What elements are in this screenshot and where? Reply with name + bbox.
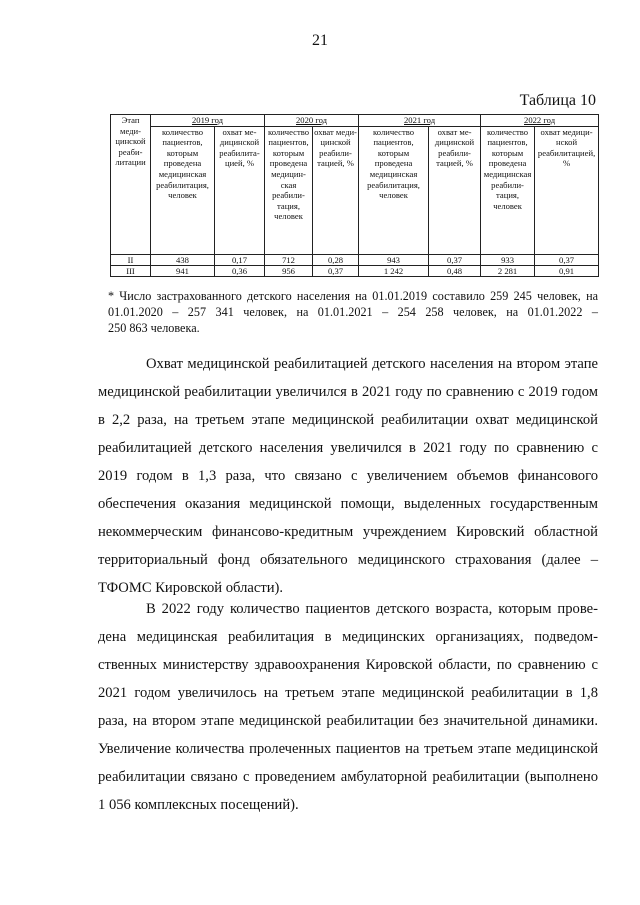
stage-cell: III [111, 265, 151, 276]
body-paragraph [98, 595, 598, 819]
table-cell: 712 [265, 254, 313, 265]
table-cell: 0,28 [313, 254, 359, 265]
table-header-years [111, 115, 599, 127]
table-cell: 0,36 [215, 265, 265, 276]
year-header: 2019 год [151, 115, 265, 127]
column-header: охват медицинской реабилитацией, % [215, 126, 265, 254]
table-cell: 0,37 [313, 265, 359, 276]
rehab-table [110, 114, 599, 277]
footnote-line: на 01.01.2020 – 257 341 человек, на 01.01.2021 – 254 258 человек, на 01.01.2022 – [108, 289, 599, 319]
column-header: охват медицинской реабилитацией, % [429, 126, 481, 254]
page-number: 21 [312, 32, 328, 49]
footnote-line: 250 863 человека. [108, 321, 200, 335]
table-cell: 2 281 [481, 265, 535, 276]
table-cell: 0,91 [535, 265, 599, 276]
stage-header: Этап медицинской реабилитации [111, 115, 151, 255]
year-header: 2020 год [265, 115, 359, 127]
body-paragraph [98, 350, 598, 602]
column-header: количество пациентов, которым проведена медицинская реабилитация, человек [359, 126, 429, 254]
table-cell: 0,37 [535, 254, 599, 265]
stage-cell: II [111, 254, 151, 265]
table-row [111, 265, 599, 276]
table-cell: 0,48 [429, 265, 481, 276]
footnote [108, 288, 598, 336]
table-caption: Таблица 10 [519, 92, 596, 109]
table-cell: 956 [265, 265, 313, 276]
year-header: 2021 год [359, 115, 481, 127]
table-row [111, 254, 599, 265]
column-header: количество пациентов, которым проведена медицинская реабилитация, человек [481, 126, 535, 254]
column-header: количество пациентов, которым проведена медицинская реабилитация, человек [151, 126, 215, 254]
table-cell: 943 [359, 254, 429, 265]
table-cell: 0,17 [215, 254, 265, 265]
column-header: охват медицинской реабилитацией, % [535, 126, 599, 254]
table-header-columns [111, 126, 599, 254]
footnote-line: * Число застрахованного детского населения на 01.01.2019 составило 259 245 человек, [108, 289, 581, 303]
table-cell: 1 242 [359, 265, 429, 276]
table-cell: 933 [481, 254, 535, 265]
table-cell: 0,37 [429, 254, 481, 265]
paragraph-text: В 2022 году количество пациентов детского возраста, которым проведена медицинская реабилитация в медицинских организациях, подведомственных министерству здравоохранения Кировской области, по сравнению с 2021 годом увеличилось на третьем этапе медицинской реабилитации в 1,8 раза, на втором этапе медицинской реабилитации без значительной динамики. Увеличение количества пролеченных пациентов на третьем этапе медицинской реабилитации связано с проведением амбулаторной реабилитации (выполнено 1 056 комплексных посещений). [98, 601, 598, 813]
table-cell: 941 [151, 265, 215, 276]
column-header: охват медицинской реабилитацией, % [313, 126, 359, 254]
column-header: количество пациентов, которым проведена медицинская реабилитация, человек [265, 126, 313, 254]
table-cell: 438 [151, 254, 215, 265]
paragraph-text: Охват медицинской реабилитацией детского населения на втором этапе медицинской реабилитации увеличился в 2021 году по сравнению с 2019 годом в 2,2 раза, на третьем этапе медицинской реабилитации охват медицинской реабилитацией детского населения увеличился в 2021 году по сравнению с 2019 годом в 1,3 раза, что связано с увеличением объемов финансового обеспечения оказания медицинской помощи, выделенных государственным некоммерческим финансово-кредитным учреждением Кировский областной территориальный фонд обязательного медицинского страхования (далее – ТФОМС Кировской области). [98, 356, 598, 596]
year-header: 2022 год [481, 115, 599, 127]
